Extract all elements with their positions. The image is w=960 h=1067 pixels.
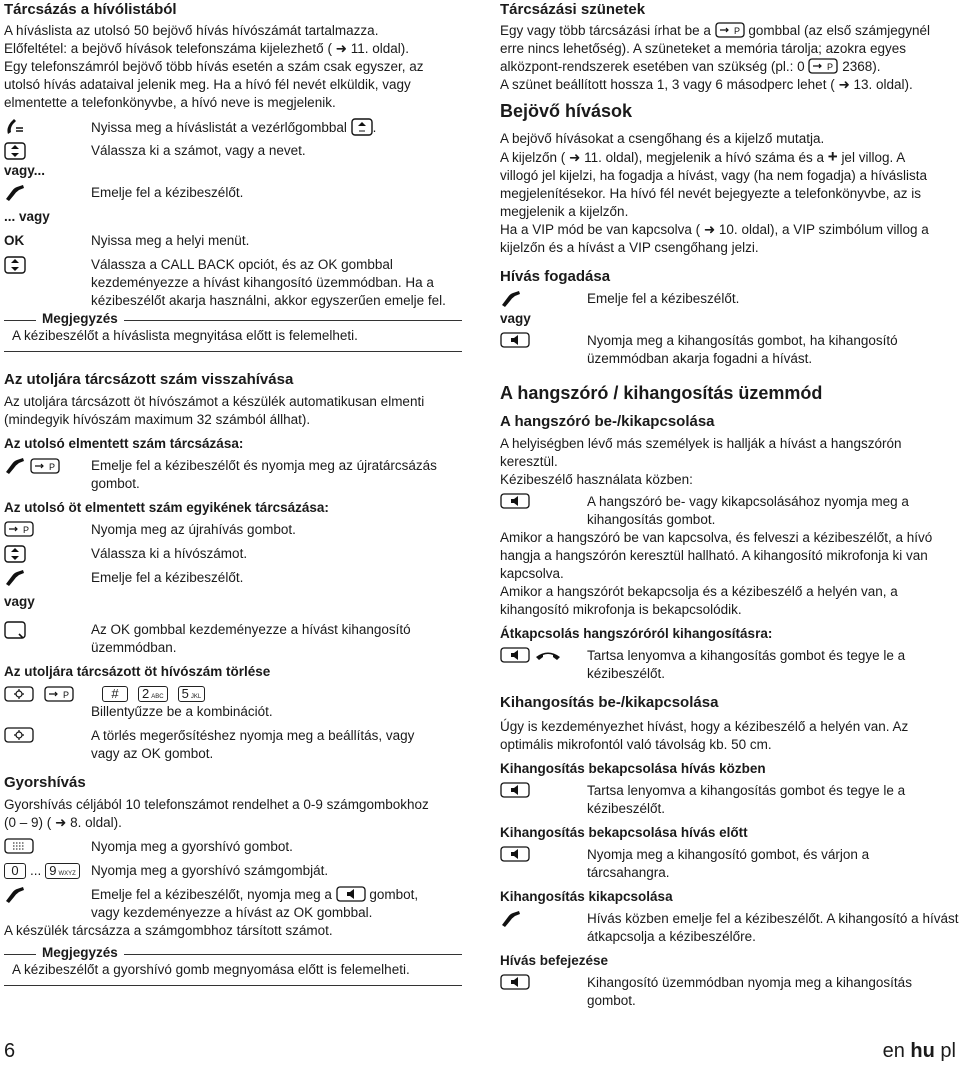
section-title-speed-dial: Gyorshívás bbox=[4, 774, 86, 791]
language-markers: en hu pl bbox=[882, 1040, 956, 1062]
handset-icon bbox=[4, 457, 26, 475]
step-enter-combination: Billentyűzze be a kombinációt. bbox=[91, 704, 273, 719]
speaker-key-icon bbox=[500, 332, 530, 348]
section-title-call-list: Tárcsázás a hívólistából bbox=[4, 1, 177, 18]
note-heading: Megjegyzés bbox=[36, 311, 124, 326]
settings-key-icon bbox=[4, 727, 34, 743]
nav-key-icon bbox=[4, 256, 26, 274]
step-lift-or-speaker: Emelje fel a kézibeszélőt, nyomja meg a gombot, vagy kezdeményezze a hívást az OK gombbal. bbox=[4, 886, 462, 922]
step-press-speaker: Nyomja meg a kihangosítás gombot, ha kihangosító üzemmódban akarja fogadni a hívást. bbox=[500, 332, 960, 368]
redial-key-icon bbox=[808, 58, 838, 74]
speaker-key-icon bbox=[500, 782, 530, 798]
handset-icon bbox=[500, 290, 522, 308]
key-5: 5 JKL bbox=[178, 686, 206, 702]
page-number: 6 bbox=[4, 1040, 16, 1062]
speaker-key-icon bbox=[500, 493, 530, 509]
handset-icon bbox=[500, 910, 522, 928]
section-title-pauses: Tárcsázási szünetek bbox=[500, 1, 646, 18]
speaker-key-icon bbox=[500, 647, 530, 663]
right-column: Tárcsázási szünetek Egy vagy több tárcsázási írhat be a gombbal (az első számjegynél erre nincs lehetőség). A szüneteket a memória tárolja; azokra egyes alközpont-rendszerek esetében van szükség (pl.: 0 2368). A szünet beállított hossza 1, 3 vagy 6 másodperc lehet ( ➜ 13. oldal). Bejövő hívások A bejövő hívásokat a csengőhang és a kijelző mutatja. A kijelzőn ( ➜ 11. oldal), megjelenik a hívó száma és a + jel villog. A villogó jel kijelzi, ha fogadja a hívást, vagy (ha nem fogadja) a híváslista megjelenítésekor. Ha hívó fél nevét bejegyezte a telefonkönyvbe, az is megjelenik a kijelzőn. Ha a VIP mód be van kapcsolva ( ➜ 10. oldal), a VIP szimbólum villog a kijelzőn és a hívást a VIP csengőhang jelzi. Hívás fogadása Emelje fel a kézibeszélőt. vagy Nyomja meg a kihangosítás gombot, ha kihangosító üzemmódban akarja fogadni a hívást. A hangszóró / kihangosítás üzemmód A hangszóró be-/kikapcsolása A helyiségben lévő más személyek is hallják a hívást a hangszórón keresztül. Kézibeszélő használata közben: A hangszóró be- vagy kikapcsolásához nyomja meg a kihangosítás gombot. Amikor a hangszóró be van kapcsolva, és felveszi a kézibeszélőt, a hívó hangja a hangszórón keresztül hallható. A kihangosító mikrofonja ki van kapcsolva. Amikor a hangszórót bekapcsolja és a kézibeszélő a helyén van, a kihangosító mikrofonja is bekapcsolódik. Átkapcsolás hangszóróról kihangosításra: Tartsa lenyomva a kihangosítás gombot és tegye le a kézibeszélőt. Kihangosítás be-/kikapcsolása Úgy is kezdeményezhet hívást, hogy a kézibeszélő a helyén van. Az optimális mikrofontól való távolság kb. 50 cm. Kihangosítás bekapcsolása hívás közben Tartsa lenyomva a kihangosítás gombot és tegye le a kézibeszélőt. Kihangosítás bekapcsolása hívás előtt Nyomja meg a kihangosító gombot, és várjon a tárcsahangra. Kihangosítás kikapcsolása Hívás közben emelje fel a kézibeszélőt. A kihangosító a hívást átkapcsolja a kézibeszélőre. Hívás befejezése Kihangosító üzemmódban nyomja meg a kihangosítás gombot. bbox=[500, 1, 959, 1008]
intro-line: A híváslista az utolsó 50 bejövő hívás hívószámát tartalmazza. bbox=[4, 23, 379, 38]
subheading: Kihangosítás kikapcsolása bbox=[500, 889, 673, 904]
step-select-number: Válassza ki a számot, vagy a nevet. bbox=[4, 142, 462, 162]
subheading: Az utolsó elmentett szám tárcsázása: bbox=[4, 436, 244, 451]
speed-dial-key-icon bbox=[4, 838, 34, 854]
speaker-key-icon bbox=[500, 846, 530, 862]
handset-icon bbox=[4, 184, 26, 202]
or-label: vagy bbox=[500, 311, 531, 326]
step-press-speed-dial: Nyomja meg a gyorshívó gombot. bbox=[4, 838, 462, 858]
intro-line: Előfeltétel: a bejövő hívások telefonszáma kijelezhető ( ➜ 11. oldal). bbox=[4, 41, 410, 56]
subheading: Kihangosítás bekapcsolása hívás közben bbox=[500, 761, 766, 776]
key-0: 0 bbox=[4, 863, 26, 879]
note-box: Megjegyzés A kézibeszélőt a híváslista megnyitása előtt is felemelheti. bbox=[4, 320, 462, 352]
step-lift-handset: Emelje fel a kézibeszélőt. bbox=[4, 569, 462, 589]
step-open-call-list: Nyissa meg a híváslistát a vezérlőgombbal . bbox=[4, 118, 462, 138]
subheading: Hívás befejezése bbox=[500, 953, 609, 968]
step-confirm-delete: A törlés megerősítéshez nyomja meg a beállítás, vagy vagy az OK gombot. bbox=[4, 727, 462, 763]
redial-key-icon bbox=[44, 686, 74, 702]
handset-list-icon bbox=[4, 118, 26, 136]
subheading: Kihangosítás bekapcsolása hívás előtt bbox=[500, 825, 748, 840]
intro-line: utolsó hívás adataival jelenik meg. Ha a hívó fél nevét elküldik, vagy bbox=[4, 77, 411, 92]
step-select-number: Válassza ki a hívószámot. bbox=[4, 545, 462, 565]
section-title-redial: Az utoljára tárcsázott szám visszahívása bbox=[4, 371, 294, 388]
key-9: 9 WXYZ bbox=[45, 863, 80, 879]
key-2: 2 ABC bbox=[138, 686, 168, 702]
settings-key-icon bbox=[4, 686, 34, 702]
step-ok-handsfree: Az OK gombbal kezdeményezze a hívást kihangosító üzemmódban. bbox=[4, 621, 462, 657]
section-title-speaker-mode: A hangszóró / kihangosítás üzemmód bbox=[500, 383, 823, 403]
hang-up-icon bbox=[534, 647, 562, 663]
speaker-key-icon bbox=[500, 974, 530, 990]
subheading: Az utolsó öt elmentett szám egyikének tárcsázása: bbox=[4, 500, 329, 515]
nav-key-up-icon bbox=[351, 118, 373, 136]
or-label: ... vagy bbox=[4, 209, 50, 224]
or-label: vagy bbox=[4, 594, 35, 609]
section-title-handsfree: Kihangosítás be-/kikapcsolása bbox=[500, 694, 719, 711]
step-lift-handset: Emelje fel a kézibeszélőt. bbox=[4, 184, 462, 204]
step-handsfree-during-call: Tartsa lenyomva a kihangosítás gombot és tegye le a kézibeszélőt. bbox=[500, 782, 960, 818]
note-box: Megjegyzés A kézibeszélőt a gyorshívó gomb megnyomása előtt is felemelheti. bbox=[4, 954, 462, 986]
nav-key-icon bbox=[4, 545, 26, 563]
speaker-key-icon bbox=[336, 886, 366, 902]
subsection-title: A hangszóró be-/kikapcsolása bbox=[500, 413, 715, 430]
step-switch-to-handsfree: Tartsa lenyomva a kihangosítás gombot és tegye le a kézibeszélőt. bbox=[500, 647, 960, 683]
step-call-back: Válassza a CALL BACK opciót, és az OK gombbal kezdeményezze a hívást kihangosító üzemmódban. Ha a kézibeszélőt akarja használni, akkor egyszerűen emelje fel. bbox=[4, 256, 462, 310]
or-label: vagy... bbox=[4, 163, 46, 178]
step-handsfree-before-call: Nyomja meg a kihangosító gombot, és várjon a tárcsahangra. bbox=[500, 846, 960, 882]
subheading: Átkapcsolás hangszóróról kihangosításra: bbox=[500, 626, 773, 641]
step-redial-last: Emelje fel a kézibeszélőt és nyomja meg az újratárcsázás gombot. bbox=[4, 457, 462, 493]
subheading: Az utoljára tárcsázott öt hívószám törlése bbox=[4, 664, 271, 679]
step-lift-handset: Emelje fel a kézibeszélőt. bbox=[500, 290, 960, 310]
step-end-call: Kihangosító üzemmódban nyomja meg a kihangosítás gombot. bbox=[500, 974, 960, 1010]
intro-line: Egy telefonszámról bejövő több hívás esetén a szám csak egyszer, az bbox=[4, 59, 424, 74]
handset-icon bbox=[4, 569, 26, 587]
nav-key-icon bbox=[4, 142, 26, 160]
key-combination bbox=[4, 685, 462, 703]
handset-icon bbox=[4, 886, 26, 904]
redial-key-icon bbox=[30, 458, 60, 474]
intro-line: elmentette a telefonkönyvbe, a hívó neve is megjelenik. bbox=[4, 95, 336, 110]
step-toggle-speaker: A hangszóró be- vagy kikapcsolásához nyomja meg a kihangosítás gombot. bbox=[500, 493, 960, 529]
note-heading: Megjegyzés bbox=[36, 945, 124, 960]
redial-key-icon bbox=[715, 22, 745, 38]
step-press-redial: Nyomja meg az újrahívás gombot. bbox=[4, 521, 462, 541]
section-title-incoming-calls: Bejövő hívások bbox=[500, 101, 633, 121]
redial-key-icon bbox=[4, 521, 34, 537]
ok-key-label: OK bbox=[4, 233, 25, 248]
step-press-number-key: 0 ... 9 WXYZ Nyomja meg a gyorshívó számgombját. bbox=[4, 862, 462, 882]
section-title-answer-call: Hívás fogadása bbox=[500, 268, 611, 285]
menu-key-icon bbox=[4, 621, 26, 639]
left-column: Tárcsázás a hívólistából A híváslista az utolsó 50 bejövő hívás hívószámát tartalmazza. Előfeltétel: a bejövő hívások telefonszáma kijelezhető ( ➜ 11. oldal). Egy telefonszámról bejövő több hívás esetén a szám csak egyszer, az utolsó hívás adataival jelenik meg. Ha a hívó fél nevét elküldik, vagy elmentette a telefonkönyvbe, a hívó neve is megjelenik. Nyissa meg a híváslistát a vezérlőgombbal . Válassza ki a számot, vagy a nevet. vagy... Emelje fel a kézibeszélőt. ... vagy OK Nyissa meg a helyi menüt. Válassza a CALL BACK opciót, és az OK gombbal kezdeményezze a hívást kihangosító üzemmódban. Ha a kézibeszélőt akarja használni, akkor egyszerűen emelje fel. Megjegyzés A kézibeszélőt a híváslista megnyitása előtt is felemelheti. Az utoljára tárcsázott szám visszahívása Az utoljára tárcsázott öt hívószámot a készülék automatikusan elmenti (mindegyik hívószám maximum 32 számból állhat). Az utolsó elmentett szám tárcsázása: Emelje fel a kézibeszélőt és nyomja meg az újratárcsázás gombot. Az utolsó öt elmentett szám egyikének tárcsázása: Nyomja meg az újrahívás gombot. Válassza ki a hívószámot. Emelje fel a kézibeszélőt. vagy Az OK gombbal kezdeményezze a hívást kihangosító üzemmódban. Az utoljára tárcsázott öt hívószám törlése # 2 ABC 5 JKL Billentyűzze be a kombinációt. A törlés megerősítéshez nyomja meg a beállítás, vagy vagy az OK gombot. Gyorshívás Gyorshívás céljából 10 telefonszámot rendelhet a 0-9 számgombokhoz (0 – 9) ( ➜ 8. oldal). Nyomja meg a gyorshívó gombot. 0 ... 9 WXYZ Nyomja meg a gyorshívó számgombját. Emelje fel a kézibeszélőt, nyomja meg a gombot, vagy kezdeményezze a hívást az OK gombbal. A készülék tárcsázza a számgombhoz társított számot. Megjegyzés A kézibeszélőt a gyorshívó gomb megnyomása előtt is felemelheti. bbox=[4, 0, 462, 986]
hash-key: # bbox=[102, 686, 128, 702]
step-handsfree-off: Hívás közben emelje fel a kézibeszélőt. A kihangosító a hívást átkapcsolja a kézibeszélőre. bbox=[500, 910, 960, 946]
step-open-menu: OK Nyissa meg a helyi menüt. bbox=[4, 233, 250, 248]
plus-symbol: + bbox=[827, 147, 838, 166]
